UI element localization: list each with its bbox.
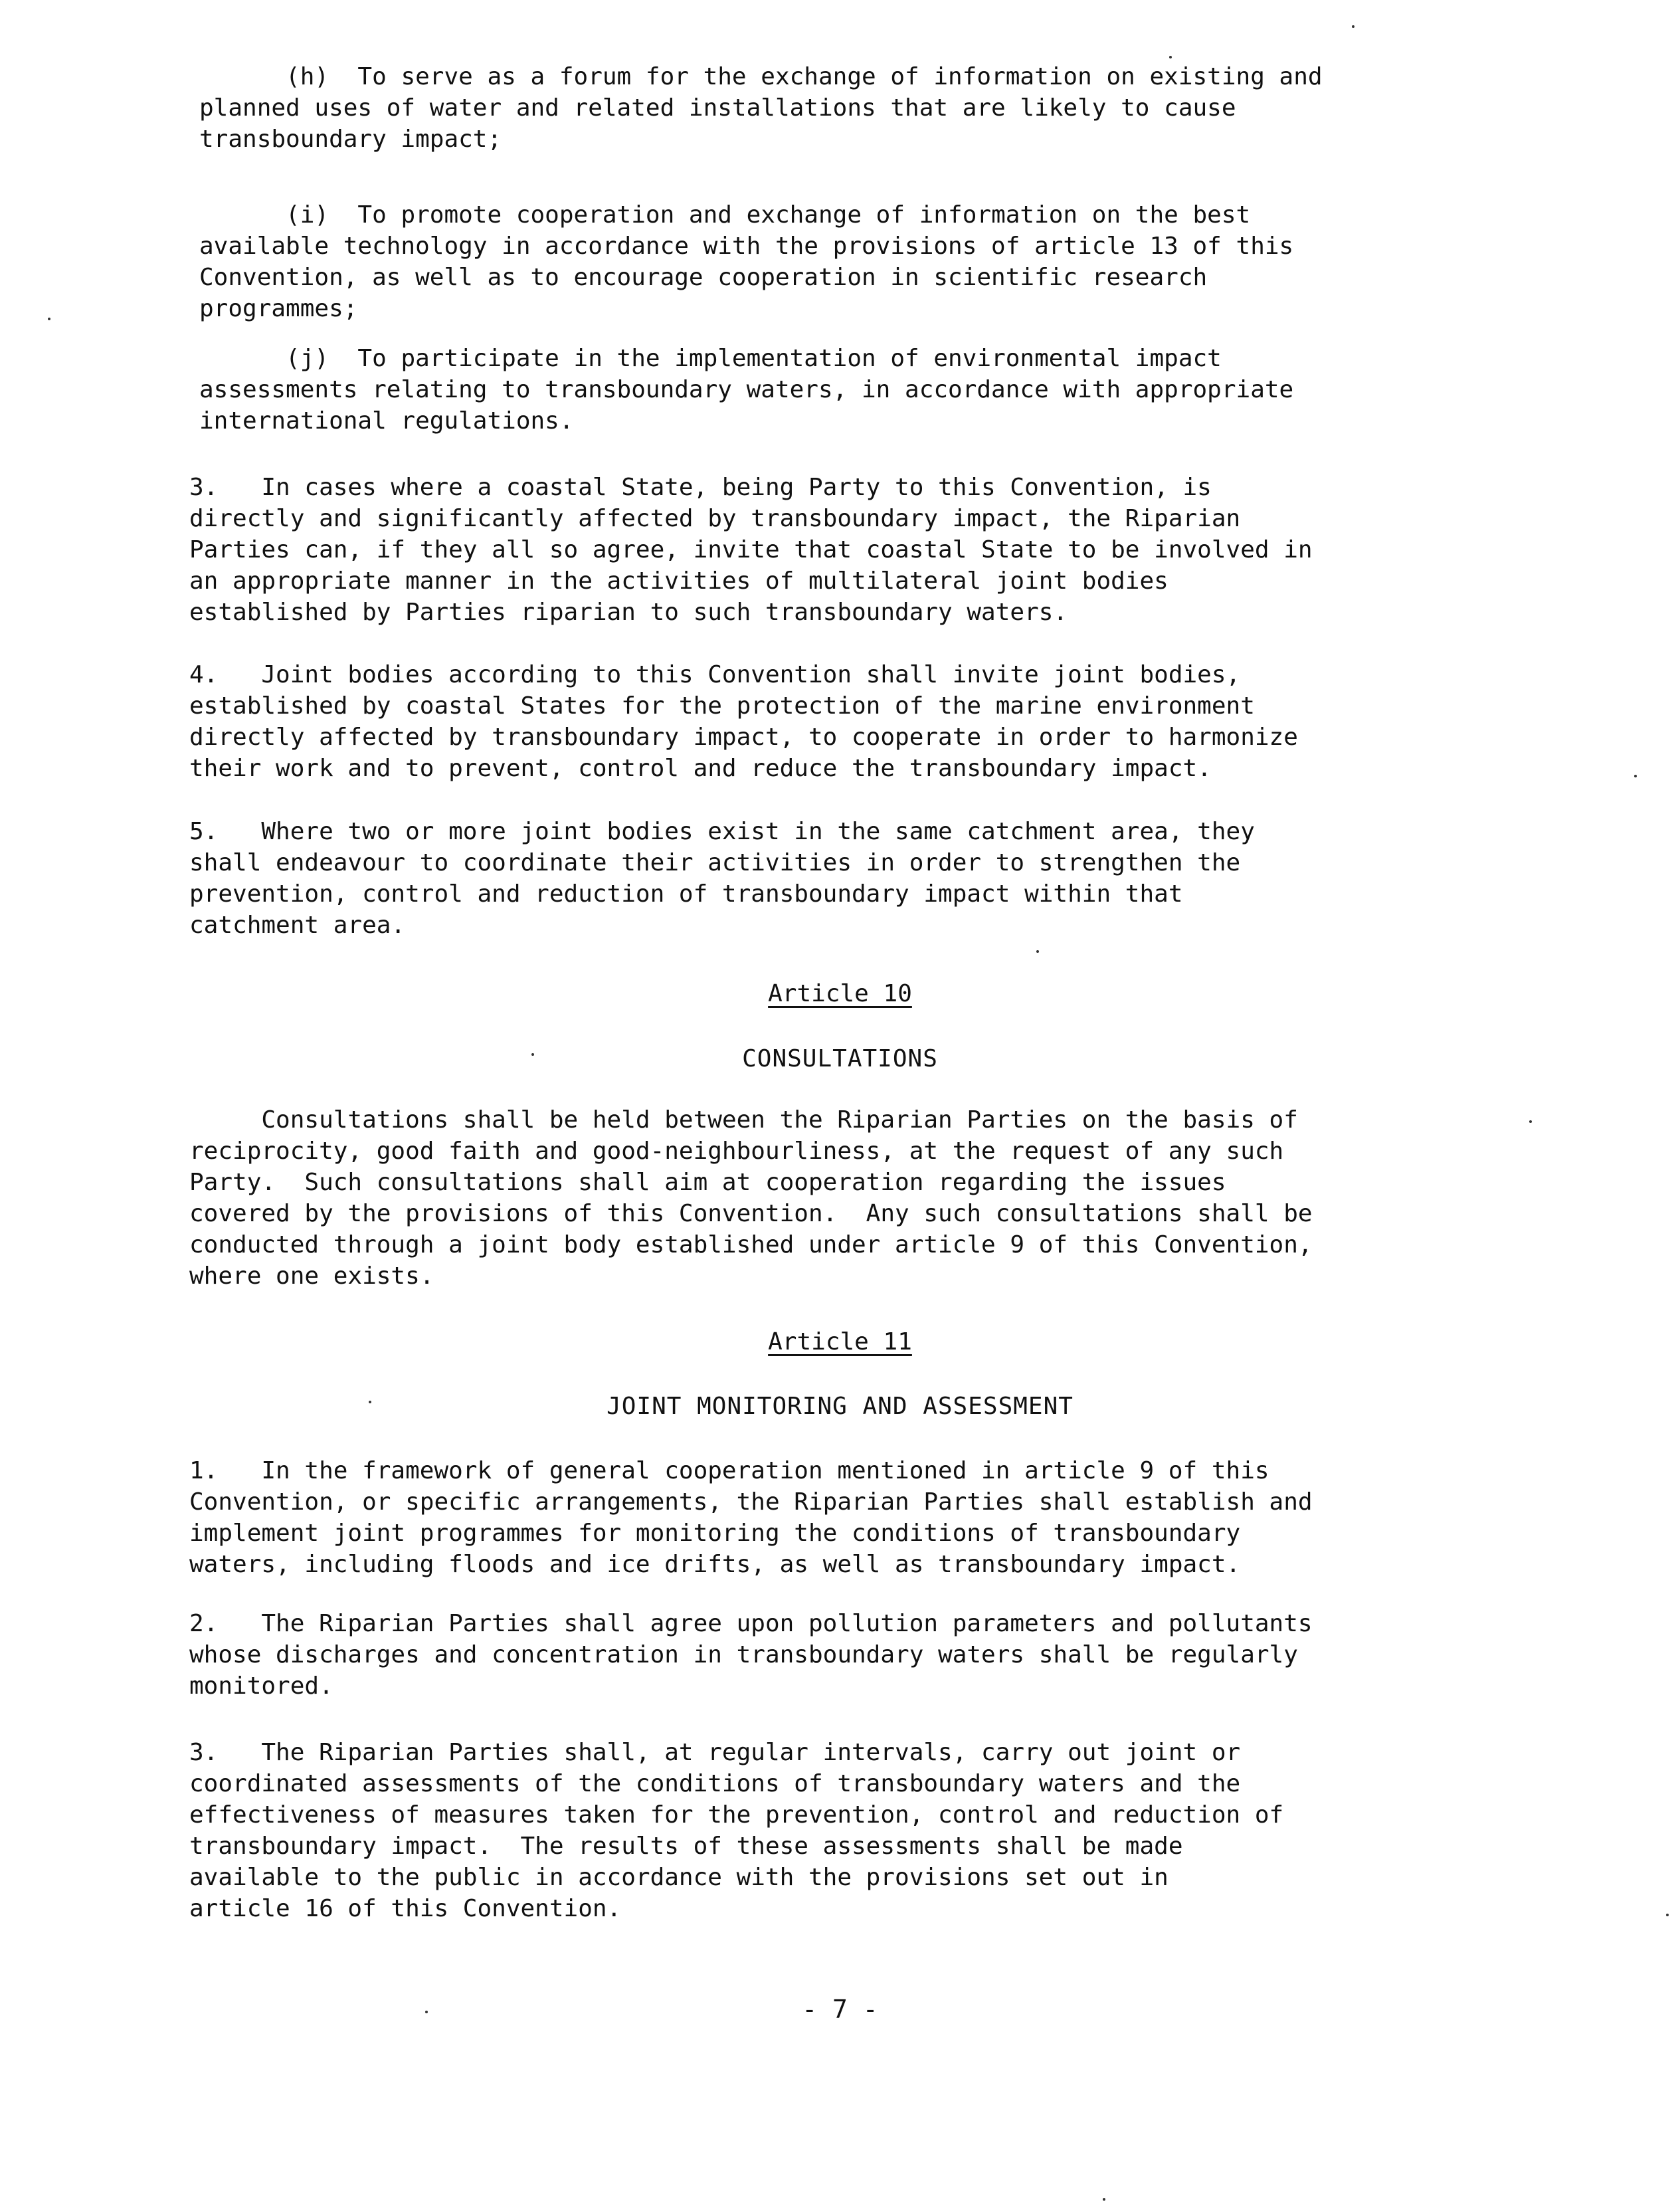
scan-speck	[1634, 775, 1637, 777]
scan-speck	[531, 1053, 534, 1056]
paragraph-3: 3. In cases where a coastal State, being Party to this Convention, is directly and significantly affected by transboundary impact, the Riparian Parties can, if they all so agree, invite that coastal State to be involved in an appropriate manner in the activities of multilateral joint bodies established by Parties riparian to such transboundary waters.	[189, 474, 1313, 626]
article-11-paragraph-2: 2. The Riparian Parties shall agree upon pollution parameters and pollutants whose discharges and concentration in transboundary waters shall be regularly monitored.	[189, 1610, 1313, 1700]
scan-speck	[1169, 56, 1172, 58]
article-11-paragraph-1: 1. In the framework of general cooperation mentioned in article 9 of this Convention, or specific arrangements, the Riparian Parties shall establish and implement joint programmes for monitoring the conditions of transboundary waters, including floods and ice drifts, as well as transboundary impact.	[189, 1457, 1313, 1578]
scan-speck	[1529, 1120, 1532, 1123]
article-11-caption: JOINT MONITORING AND ASSESSMENT	[607, 1393, 1073, 1420]
scan-speck	[1352, 25, 1354, 28]
paragraph-i: (i) To promote cooperation and exchange of information on the best available technology in accordance with the provisions of article 13 of this Convention, as well as to encourage cooperation in scientific research programmes;	[199, 201, 1294, 322]
paragraph-h: (h) To serve as a forum for the exchange of information on existing and planned uses of water and related installations that are likely to cause transboundary impact;	[199, 63, 1323, 153]
paragraph-j: (j) To participate in the implementation of environmental impact assessments relating to transboundary waters, in accordance with appropriate international regulations.	[199, 345, 1294, 435]
paragraph-4: 4. Joint bodies according to this Convention shall invite joint bodies, established by coastal States for the protection of the marine environment directly affected by transboundary impact, to cooperate in order to harmonize their work and to prevent, control and reduce the transboundary impact.	[189, 661, 1298, 782]
scan-speck	[425, 2011, 428, 2013]
scan-speck	[369, 1401, 371, 1403]
article-11-title: Article 11	[768, 1328, 912, 1355]
paragraph-5: 5. Where two or more joint bodies exist in the same catchment area, they shall endeavour to coordinate their activities in order to strengthen the prevention, control and reduction of transboundary impact within that catchment area.	[189, 818, 1255, 939]
scan-speck	[1036, 950, 1039, 953]
article-10-caption: CONSULTATIONS	[742, 1045, 938, 1072]
scan-speck	[48, 318, 50, 320]
article-10-body: Consultations shall be held between the Riparian Parties on the basis of reciprocity, good faith and good-neighbourliness, at the request of any such Party. Such consultations shall aim at cooperation regarding the issues covered by the provisions of this Convention. Any such consultations shall be conducted through a joint body established under article 9 of this Convention, where one exists.	[189, 1106, 1313, 1290]
scan-speck	[1666, 1914, 1669, 1916]
scan-speck	[1103, 2198, 1105, 2201]
article-10-title: Article 10	[768, 980, 912, 1007]
article-11-paragraph-3: 3. The Riparian Parties shall, at regular intervals, carry out joint or coordinated assessments of the conditions of transboundary waters and the effectiveness of measures taken for the prevention, control and reduction of transboundary impact. The results of these assessments shall be made available to the public in accordance with the provisions set out in article 16 of this Convention.	[189, 1739, 1284, 1922]
page-number: - 7 -	[802, 1995, 878, 2024]
